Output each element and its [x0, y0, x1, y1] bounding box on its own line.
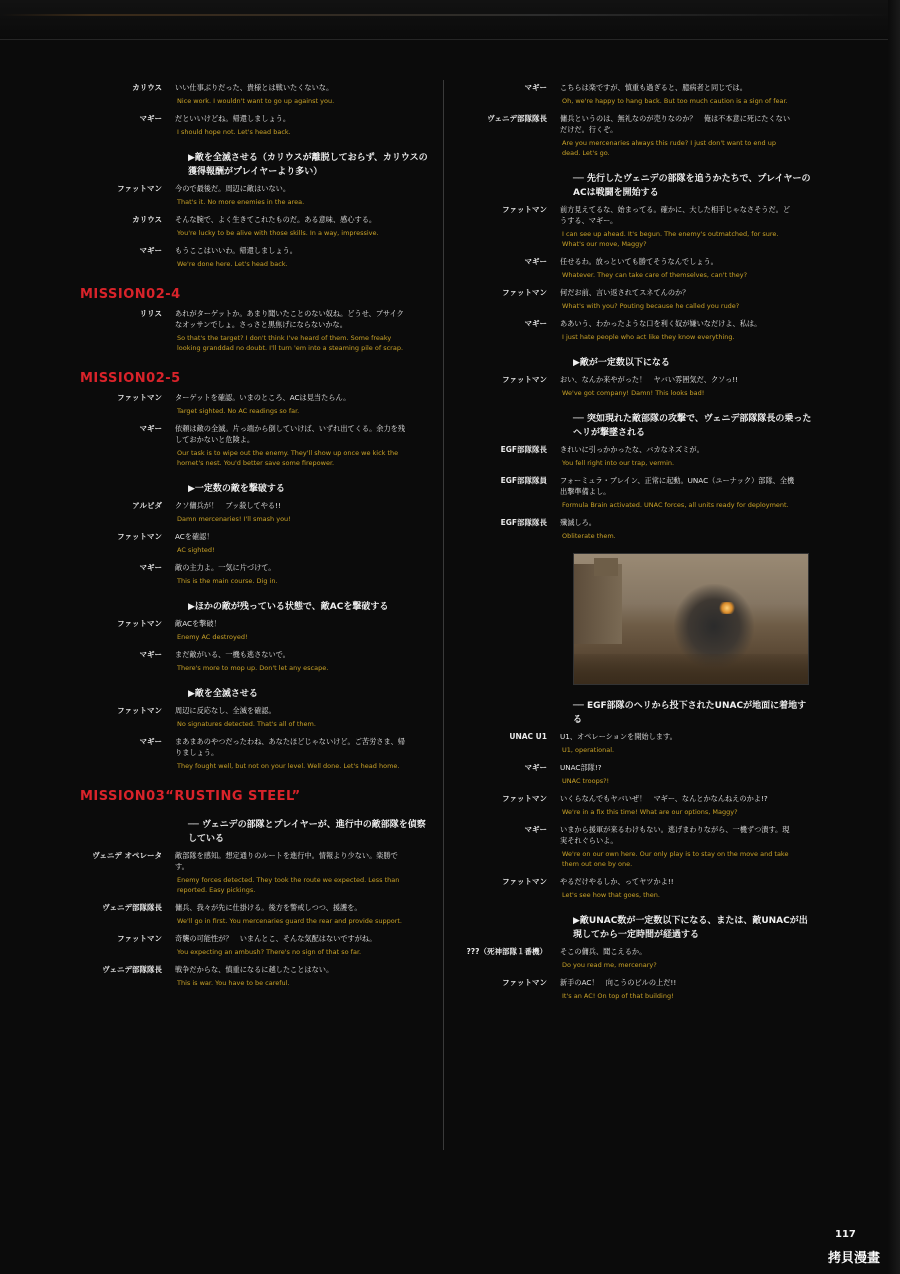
speaker-name: ファットマン [502, 375, 547, 384]
condition-heading: ── 突如現れた敵部隊の攻撃で、ヴェニデ部隊隊長の乗ったヘリが撃墜される [573, 414, 812, 438]
condition-heading: ── 先行したヴェニデの部隊を追うかたちで、プレイヤーのACは戦闘を開始する [573, 174, 811, 198]
dialogue-line [70, 500, 430, 524]
english-translation: You fell right into our trap, vermin. [562, 459, 675, 467]
dialogue-line [455, 444, 815, 468]
japanese-line: きれいに引っかかったな、バカなネズミが。 [560, 445, 704, 454]
speaker-name: マギー [139, 563, 162, 572]
english-translation: We've got company! Damn! This looks bad! [562, 389, 705, 397]
dialogue-text [175, 705, 410, 729]
dialogue-line [455, 731, 815, 755]
dialogue-text [175, 113, 410, 137]
dialogue-text [175, 423, 410, 468]
dialogue-line [455, 256, 815, 280]
dialogue-text [175, 618, 410, 642]
english-translation: Our task is to wipe out the enemy. They'll show up once we kick the hornet's nest. You'd better save some firepower. [177, 449, 399, 467]
speaker-name: ヴェニデ部隊隊長 [102, 903, 162, 912]
right-column [455, 82, 815, 1008]
english-translation: No signatures detected. That's all of them. [177, 720, 316, 728]
condition-heading: ▶一定数の敵を撃破する [188, 484, 285, 494]
dialogue-line [455, 824, 815, 869]
dialogue-text [175, 214, 410, 238]
japanese-line: 依頼は敵の全滅。片っ端から倒していけば、いずれ出てくる。余力を残しておかないと危険よ。 [175, 424, 406, 444]
dialogue-text [560, 793, 795, 817]
dialogue-line [70, 933, 430, 957]
image-ground-shape [574, 654, 809, 684]
japanese-line: まあまあのやつだったわね、あなたほどじゃないけど。ご苦労さま、帰りましょう。 [175, 737, 406, 757]
english-translation: This is war. You have to be careful. [177, 979, 290, 987]
speaker-name: ヴェニデ部隊隊長 [487, 114, 547, 123]
english-translation: It's an AC! On top of that building! [562, 992, 674, 1000]
dialogue-text [175, 964, 410, 988]
dialogue-line [455, 113, 815, 158]
dialogue-text [560, 374, 795, 398]
japanese-line: 奇襲の可能性が？ いまんとこ、そんな気配はないですがね。 [175, 934, 377, 943]
speaker-name: カリウス [132, 83, 162, 92]
dialogue-text [560, 946, 795, 970]
dialogue-line [70, 964, 430, 988]
page-top-frame [0, 0, 900, 40]
speaker-name: EGF部隊隊長 [500, 518, 547, 527]
english-translation: What's with you? Pouting because he called you rude? [562, 302, 740, 310]
speaker-name: ヴェニデ オペレータ [92, 851, 162, 860]
dialogue-line [455, 793, 815, 817]
english-translation: We'll go in first. You mercenaries guard the rear and provide support. [177, 917, 402, 925]
speaker-name: ファットマン [117, 934, 162, 943]
mission-heading: MISSION03“RUSTING STEEL” [80, 789, 301, 804]
japanese-line: だといいけどね。帰還しましょう。 [175, 114, 291, 123]
condition-heading: ▶敵を全滅させる（カリウスが離脱しておらず、カリウスの獲得報酬がプレイヤーより多い） [188, 153, 428, 177]
speaker-name: UNAC U1 [509, 732, 547, 741]
dialogue-line [70, 705, 430, 729]
dialogue-line [70, 531, 430, 555]
dialogue-text [560, 762, 795, 786]
speaker-name: マギー [139, 737, 162, 746]
japanese-line: 前方見えてるな、始まってる。確かに、大した相手じゃなさそうだ。どうする、マギー。 [560, 205, 791, 225]
english-translation: There's more to mop up. Don't let any escape. [177, 664, 329, 672]
english-translation: I can see up ahead. It's begun. The enemy's outmatched, for sure. What's our move, Maggy? [562, 230, 779, 248]
dialogue-text [560, 287, 795, 311]
dialogue-text [175, 850, 410, 895]
image-bldg-shape [574, 564, 622, 644]
speaker-name: ファットマン [117, 706, 162, 715]
japanese-line: 殲滅しろ。 [560, 518, 596, 527]
dialogue-text [560, 256, 795, 280]
condition-heading: ▶ほかの敵が残っている状態で、敵ACを撃破する [188, 602, 389, 612]
dialogue-text [560, 475, 795, 510]
speaker-name: ファットマン [117, 619, 162, 628]
japanese-line: 敵ACを撃破！ [175, 619, 221, 628]
speaker-name: マギー [524, 257, 547, 266]
dialogue-line [455, 82, 815, 106]
speaker-name: マギー [139, 246, 162, 255]
dialogue-text [175, 902, 410, 926]
dialogue-text [560, 444, 795, 468]
japanese-line: 敵部隊を感知。想定通りのルートを進行中。情報より少ない。楽勝です。 [175, 851, 398, 871]
dialogue-line [70, 902, 430, 926]
frame-edge-line [0, 14, 900, 16]
image-flash-shape [719, 602, 735, 614]
english-translation: Are you mercenaries always this rude? I just don't want to end up dead. Let's go. [562, 139, 776, 157]
page-right-frame [888, 0, 900, 1274]
dialogue-text [175, 933, 410, 957]
mission-heading: MISSION02-5 [80, 371, 181, 386]
dialogue-line [70, 736, 430, 771]
speaker-name: カリウス [132, 215, 162, 224]
dialogue-text [560, 824, 795, 869]
dialogue-line [455, 374, 815, 398]
japanese-line: 任せるわ。放っといても勝てそうなんでしょう。 [560, 257, 718, 266]
condition-heading: ▶敵が一定数以下になる [573, 358, 670, 368]
dialogue-text [175, 649, 410, 673]
english-translation: So that's the target? I don't think I've heard of them. Some freaky looking granddad no doubt. I'll turn 'em into a steaming pile of scrap. [177, 334, 404, 352]
dialogue-text [560, 82, 795, 106]
english-translation: Enemy AC destroyed! [177, 633, 248, 641]
japanese-line: 傭兵というのは、無礼なのが売りなのか？ 俺は不本意に死にたくないだけだ。行くぞ。 [560, 114, 791, 134]
english-translation: Nice work. I wouldn't want to go up against you. [177, 97, 335, 105]
dialogue-line [70, 245, 430, 269]
english-translation: You expecting an ambush? There's no sign of that so far. [177, 948, 362, 956]
dialogue-line [455, 762, 815, 786]
dialogue-text [560, 876, 795, 900]
speaker-name: ファットマン [117, 532, 162, 541]
dialogue-line [70, 82, 430, 106]
watermark-text: 拷貝漫畫 [828, 1251, 881, 1266]
dialogue-line [455, 876, 815, 900]
speaker-name: EGF部隊隊長 [500, 445, 547, 454]
speaker-name: ファットマン [502, 288, 547, 297]
japanese-line: UNAC部隊!? [560, 763, 602, 772]
speaker-name: リリス [139, 309, 162, 318]
dialogue-text [175, 500, 410, 524]
english-translation: I should hope not. Let's head back. [177, 128, 291, 136]
speaker-name: ???（死神部隊１番機） [466, 947, 547, 956]
speaker-name: マギー [524, 319, 547, 328]
japanese-line: クソ傭兵が！ ブッ殺してやる!! [175, 501, 281, 510]
english-translation: Enemy forces detected. They took the route we expected. Less than reported. Easy pickings. [177, 876, 400, 894]
japanese-line: 新手のAC！ 向こうのビルの上だ!! [560, 978, 677, 987]
dialogue-line [70, 183, 430, 207]
japanese-line: そこの傭兵、聞こえるか。 [560, 947, 647, 956]
dialogue-line [455, 946, 815, 970]
japanese-line: おい、なんか来やがった！ ヤバい雰囲気だ、クソっ!! [560, 375, 739, 384]
speaker-name: マギー [139, 114, 162, 123]
dialogue-text [175, 245, 410, 269]
dialogue-line [455, 977, 815, 1001]
japanese-line: いまから援軍が来るわけもない。逃げまわりながら、一機ずつ潰す。現実それぐらいよ。 [560, 825, 790, 845]
dialogue-line [455, 204, 815, 249]
speaker-name: ファットマン [502, 978, 547, 987]
dialogue-line [70, 562, 430, 586]
dialogue-text [560, 113, 795, 158]
japanese-line: そんな腕で、よく生きてこれたものだ。ある意味、感心する。 [175, 215, 377, 224]
english-translation: UNAC troops?! [562, 777, 610, 785]
english-translation: This is the main course. Dig in. [177, 577, 278, 585]
left-column [70, 82, 430, 995]
english-translation: We're done here. Let's head back. [177, 260, 288, 268]
speaker-name: マギー [524, 825, 547, 834]
japanese-line: U1、オペレーションを開始します。 [560, 732, 677, 741]
english-translation: They fought well, but not on your level. Well done. Let's head home. [177, 762, 400, 770]
dialogue-text [175, 392, 410, 416]
dialogue-text [560, 204, 795, 249]
speaker-name: ファットマン [117, 184, 162, 193]
dialogue-text [560, 318, 795, 342]
japanese-line: こちらは楽ですが、慎重も過ぎると、臆病者と同じでは。 [560, 83, 747, 92]
dialogue-line [70, 618, 430, 642]
speaker-name: アルビダ [132, 501, 162, 510]
speaker-name: マギー [139, 424, 162, 433]
speaker-name: ヴェニデ部隊隊長 [102, 965, 162, 974]
speaker-name: マギー [524, 83, 547, 92]
dialogue-line [70, 649, 430, 673]
dialogue-text [175, 82, 410, 106]
dialogue-line [70, 113, 430, 137]
dialogue-text [175, 562, 410, 586]
dialogue-line [455, 475, 815, 510]
english-translation: Obliterate them. [562, 532, 616, 540]
english-translation: Damn mercenaries! I'll smash you! [177, 515, 291, 523]
english-translation: Target sighted. No AC readings so far. [177, 407, 300, 415]
dialogue-line [455, 517, 815, 541]
dialogue-text [175, 308, 410, 353]
dialogue-line [70, 850, 430, 895]
english-translation: AC sighted! [177, 546, 215, 554]
speaker-name: ファットマン [502, 794, 547, 803]
condition-heading: ▶敵を全滅させる [188, 689, 258, 699]
dialogue-line [455, 287, 815, 311]
japanese-line: まだ敵がいる、一機も逃さないで。 [175, 650, 290, 659]
condition-heading: ── EGF部隊のヘリから投下されたUNACが地面に着地する [573, 701, 807, 725]
english-translation: You're lucky to be alive with those skills. In a way, impressive. [177, 229, 379, 237]
japanese-line: やるだけやるしか、ってヤツかよ!! [560, 877, 674, 886]
english-translation: U1, operational. [562, 746, 615, 754]
image-bldg2-shape [594, 558, 618, 576]
dialogue-text [175, 183, 410, 207]
speaker-name: ファットマン [117, 393, 162, 402]
speaker-name: EGF部隊隊員 [500, 476, 547, 485]
japanese-line: フォーミュラ・ブレイン、正常に起動。UNAC（ユーナック）部隊、全機出撃準備よし。 [560, 476, 795, 496]
screenshot-mech-image [573, 553, 809, 685]
japanese-line: 今ので最後だ。周辺に敵はいない。 [175, 184, 291, 193]
japanese-line: ターゲットを確認。いまのところ、ACは見当たらん。 [175, 393, 351, 402]
dialogue-text [560, 517, 795, 541]
japanese-line: 傭兵、我々が先に仕掛ける。後方を警戒しつつ、援護を。 [175, 903, 362, 912]
page-number: 117 [835, 1229, 856, 1240]
english-translation: Let's see how that goes, then. [562, 891, 660, 899]
dialogue-line [70, 214, 430, 238]
dialogue-line [70, 423, 430, 468]
japanese-line: もうここはいいわ。帰還しましょう。 [175, 246, 297, 255]
speaker-name: マギー [524, 763, 547, 772]
english-translation: We're on our own here. Our only play is to stay on the move and take them out one by one. [562, 850, 789, 868]
japanese-line: ああいう、わかったような口を利く奴が嫌いなだけよ、私は。 [560, 319, 762, 328]
english-translation: Whatever. They can take care of themselves, can't they? [562, 271, 748, 279]
english-translation: I just hate people who act like they know everything. [562, 333, 735, 341]
condition-heading: ▶敵UNAC数が一定数以下になる、または、敵UNACが出現してから一定時間が経過する [573, 916, 808, 940]
dialogue-text [560, 731, 795, 755]
speaker-name: マギー [139, 650, 162, 659]
dialogue-text [560, 977, 795, 1001]
japanese-line: いい仕事ぶりだった、貴様とは戦いたくないな。 [175, 83, 334, 92]
dialogue-text [175, 736, 410, 771]
dialogue-line [70, 308, 430, 353]
column-divider [443, 80, 444, 1150]
english-translation: Oh, we're happy to hang back. But too much caution is a sign of fear. [562, 97, 788, 105]
japanese-line: いくらなんでもヤバいぜ！ マギー、なんとかなんねえのかよ!? [560, 794, 768, 803]
japanese-line: ACを確認！ [175, 532, 214, 541]
dialogue-line [70, 392, 430, 416]
english-translation: We're in a fix this time! What are our options, Maggy? [562, 808, 738, 816]
speaker-name: ファットマン [502, 205, 547, 214]
condition-heading: ── ヴェニデの部隊とプレイヤーが、進行中の敵部隊を偵察している [188, 820, 426, 844]
japanese-line: 戦争だからな、慎重になるに越したことはない。 [175, 965, 334, 974]
english-translation: That's it. No more enemies in the area. [177, 198, 305, 206]
dialogue-line [455, 318, 815, 342]
english-translation: Do you read me, mercenary? [562, 961, 657, 969]
japanese-line: 何だお前、言い返されてスネてんのか？ [560, 288, 690, 297]
japanese-line: あれがターゲットか。あまり聞いたことのない奴ね。どうせ、ブサイクなオッサンでしょ。さっさと黒焦げにならないかな。 [175, 309, 404, 329]
english-translation: Formula Brain activated. UNAC forces, all units ready for deployment. [562, 501, 789, 509]
dialogue-text [175, 531, 410, 555]
japanese-line: 敵の主力よ。一気に片づけて。 [175, 563, 276, 572]
speaker-name: ファットマン [502, 877, 547, 886]
japanese-line: 周辺に反応なし、全滅を確認。 [175, 706, 276, 715]
mission-heading: MISSION02-4 [80, 287, 181, 302]
